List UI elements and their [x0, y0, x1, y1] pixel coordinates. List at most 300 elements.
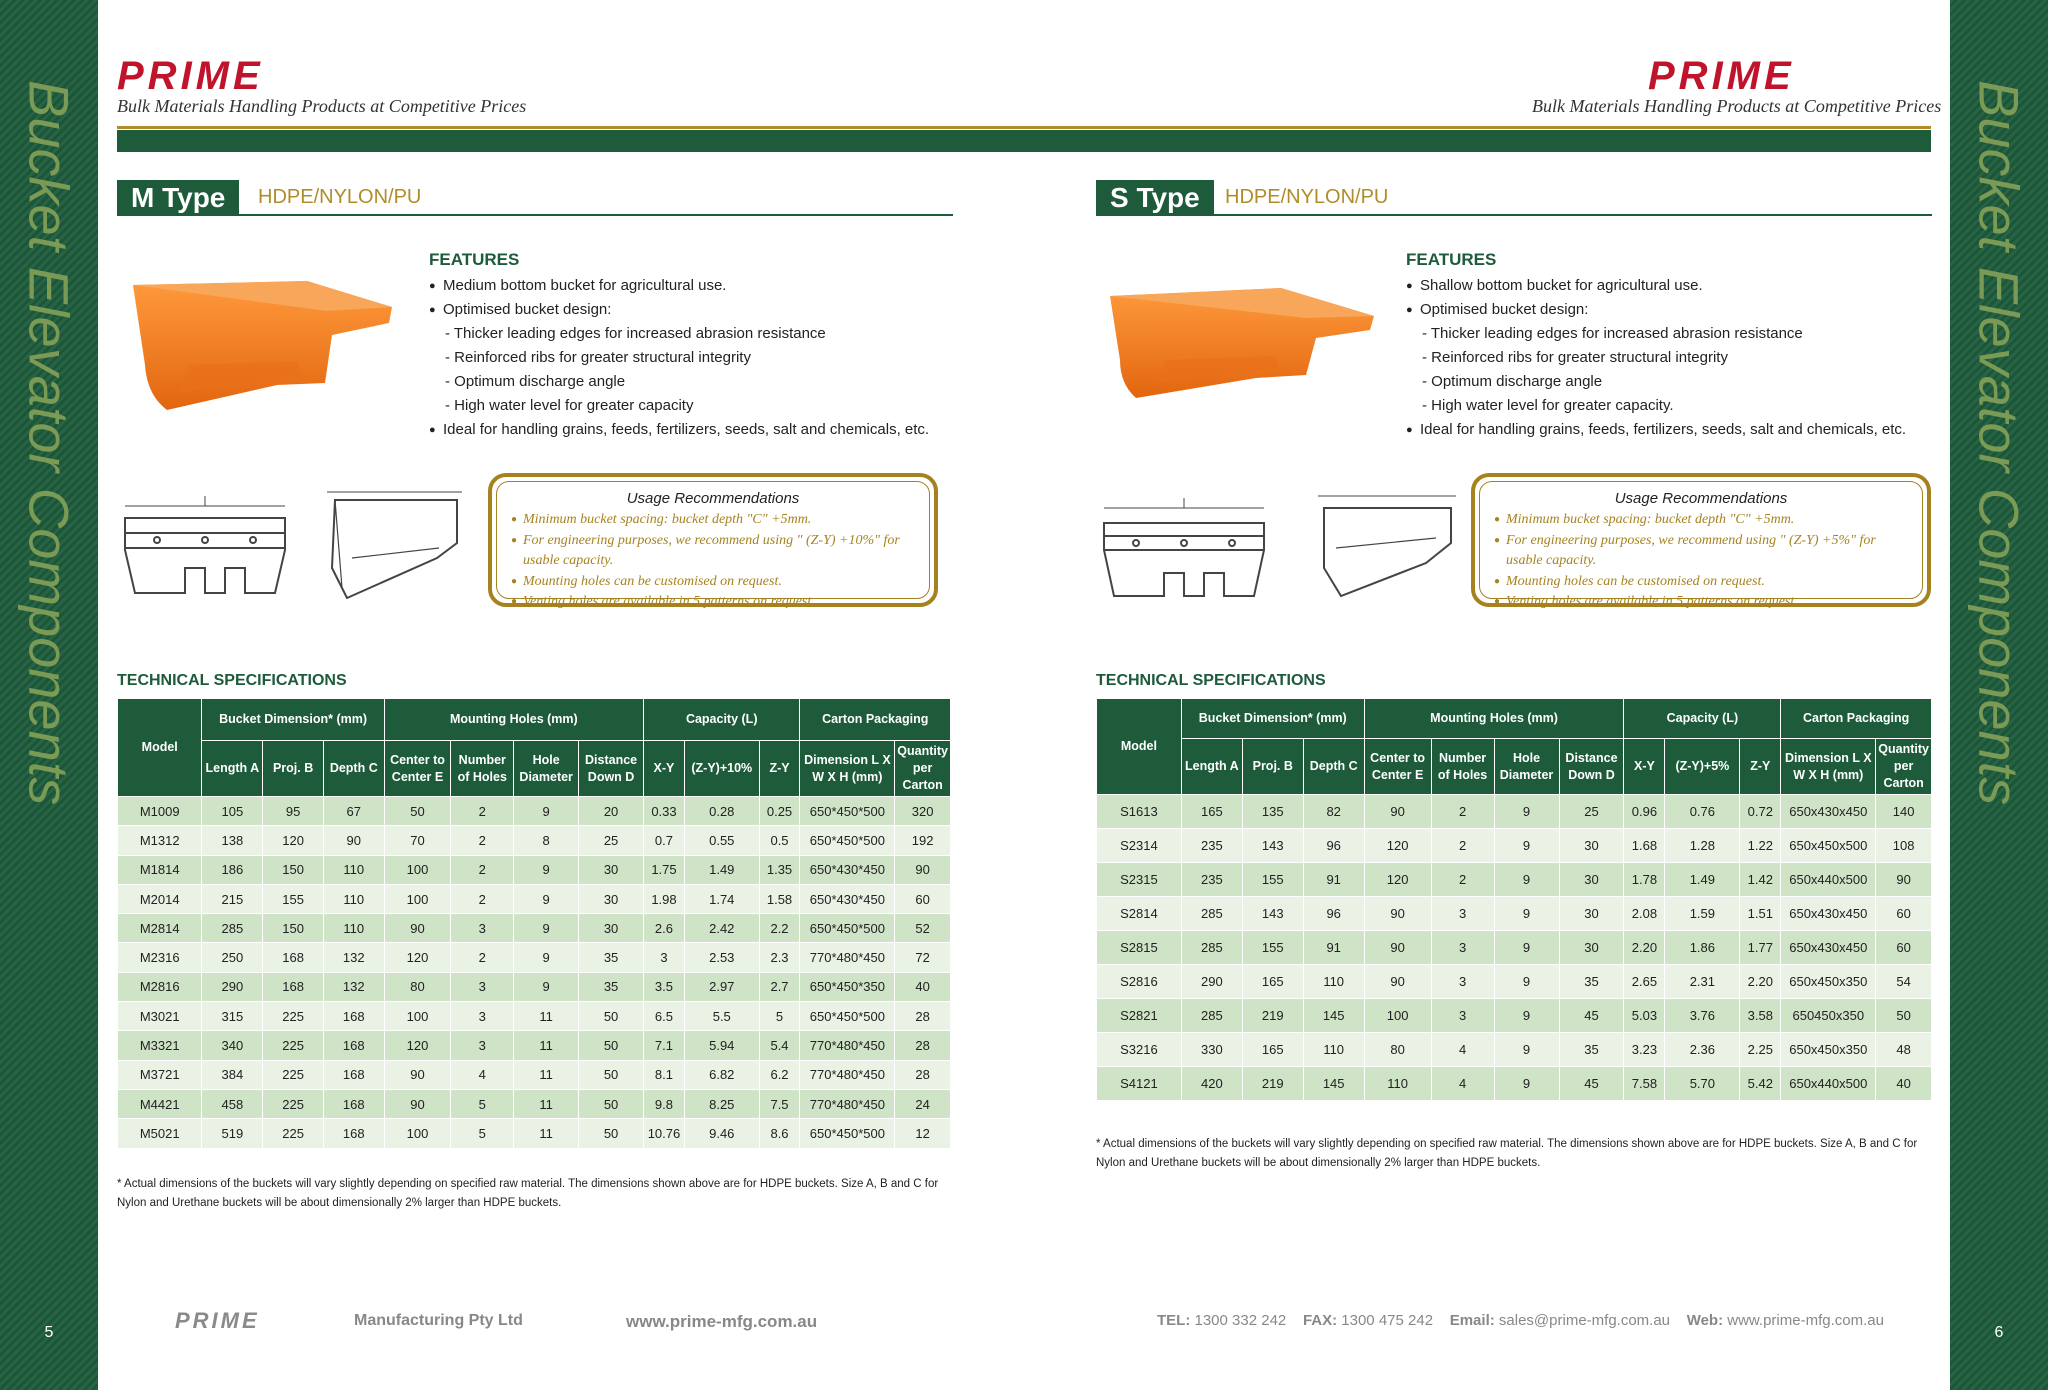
table-row — [118, 1002, 951, 1031]
table-cell: 50 — [579, 1031, 644, 1060]
table-cell: 54 — [1876, 965, 1932, 999]
table-cell: 40 — [895, 972, 951, 1001]
table-row — [1097, 1067, 1932, 1101]
table-cell: 9 — [514, 943, 579, 972]
spec-table-body — [118, 797, 951, 1149]
th-length: Length A — [1181, 739, 1242, 795]
table-cell: 2.53 — [684, 943, 759, 972]
table-cell: 285 — [1181, 931, 1242, 965]
table-cell: S2821 — [1097, 999, 1182, 1033]
table-cell: 1.42 — [1740, 863, 1781, 897]
table-cell: 9 — [1494, 1033, 1559, 1067]
footer-website[interactable]: www.prime-mfg.com.au — [626, 1312, 818, 1331]
table-cell: M1312 — [118, 826, 202, 855]
feature-item: - Thicker leading edges for increased abrasion resistance — [445, 325, 826, 342]
table-cell: 90 — [1876, 863, 1932, 897]
table-cell: 225 — [263, 1119, 324, 1148]
table-cell: S2314 — [1097, 829, 1182, 863]
table-cell: M4421 — [118, 1089, 202, 1118]
table-cell: 215 — [202, 884, 263, 913]
table-cell: 150 — [263, 855, 324, 884]
table-cell: 650x430x450 — [1781, 897, 1876, 931]
table-cell: 10.76 — [644, 1119, 685, 1148]
tagline: Bulk Materials Handling Products at Competitive Prices — [117, 96, 527, 116]
table-cell: 168 — [323, 1089, 384, 1118]
table-cell: 82 — [1303, 795, 1364, 829]
th-length: Length A — [202, 741, 263, 797]
page-number: 5 — [44, 1324, 54, 1341]
table-cell: 90 — [384, 914, 451, 943]
th-quantity: Quantity per Carton — [895, 741, 951, 797]
usage-list — [1494, 510, 1908, 613]
table-cell: 225 — [263, 1031, 324, 1060]
table-cell: 0.55 — [684, 826, 759, 855]
table-cell: S2816 — [1097, 965, 1182, 999]
th-hole-diameter: Hole Diameter — [514, 741, 579, 797]
table-row — [118, 943, 951, 972]
table-cell: 2.36 — [1665, 1033, 1740, 1067]
table-cell: 24 — [895, 1089, 951, 1118]
table-cell: 105 — [202, 797, 263, 826]
th-xy: X-Y — [1624, 739, 1665, 795]
table-cell: 110 — [1364, 1067, 1431, 1101]
table-cell: 0.76 — [1665, 795, 1740, 829]
table-cell: 60 — [1876, 897, 1932, 931]
right-side-band — [1950, 0, 2048, 1390]
table-cell: 5.5 — [684, 1002, 759, 1031]
table-row — [118, 1060, 951, 1089]
table-row — [118, 914, 951, 943]
table-cell: 9 — [1494, 863, 1559, 897]
table-cell: 132 — [323, 943, 384, 972]
table-cell: 40 — [1876, 1067, 1932, 1101]
table-cell: 2.25 — [1740, 1033, 1781, 1067]
table-cell: 165 — [1181, 795, 1242, 829]
th-bucket-dimension: Bucket Dimension* (mm) — [202, 699, 384, 741]
table-cell: 80 — [1364, 1033, 1431, 1067]
table-cell: 650*450*500 — [800, 826, 895, 855]
table-cell: 48 — [1876, 1033, 1932, 1067]
table-row — [1097, 829, 1932, 863]
table-cell: 7.1 — [644, 1031, 685, 1060]
table-cell: 28 — [895, 1060, 951, 1089]
th-model: Model — [1097, 699, 1182, 795]
table-cell: 100 — [384, 1119, 451, 1148]
tagline: Bulk Materials Handling Products at Competitive Prices — [1532, 96, 1942, 116]
table-cell: 110 — [323, 914, 384, 943]
table-cell: 2.2 — [759, 914, 800, 943]
header-band — [117, 130, 1931, 152]
table-cell: 50 — [579, 1002, 644, 1031]
type-heading — [117, 180, 953, 216]
features-list — [429, 274, 969, 442]
th-carton-packaging: Carton Packaging — [800, 699, 951, 741]
table-cell: 1.75 — [644, 855, 685, 884]
table-row — [118, 972, 951, 1001]
table-cell: 3 — [644, 943, 685, 972]
table-cell: 1.58 — [759, 884, 800, 913]
table-cell: 1.68 — [1624, 829, 1665, 863]
table-cell: 7.5 — [759, 1089, 800, 1118]
feature-item: ● Optimised bucket design: — [1406, 298, 1946, 322]
table-cell: 186 — [202, 855, 263, 884]
usage-title: Usage Recommendations — [1614, 490, 1788, 507]
table-cell: 30 — [579, 884, 644, 913]
th-mounting-holes: Mounting Holes (mm) — [384, 699, 643, 741]
table-cell: 30 — [1559, 829, 1624, 863]
table-cell: 90 — [323, 826, 384, 855]
features-title: FEATURES — [1406, 250, 1497, 269]
table-cell: 50 — [1876, 999, 1932, 1033]
table-cell: 650*430*450 — [800, 855, 895, 884]
spec-table — [1096, 698, 1932, 1101]
table-cell: 30 — [1559, 897, 1624, 931]
table-cell: 650x450x500 — [1781, 829, 1876, 863]
feature-item: - Reinforced ribs for greater structural integrity — [1422, 349, 1728, 366]
left-side-band — [0, 0, 98, 1390]
table-cell: 8 — [514, 826, 579, 855]
table-cell: 4 — [451, 1060, 514, 1089]
table-cell: 650x440x500 — [1781, 1067, 1876, 1101]
table-cell: 52 — [895, 914, 951, 943]
table-row — [1097, 897, 1932, 931]
th-bucket-dimension: Bucket Dimension* (mm) — [1181, 699, 1364, 739]
usage-item: ● Minimum bucket spacing: bucket depth "C" +5mm. — [1494, 510, 1908, 531]
table-cell: 0.5 — [759, 826, 800, 855]
feature-item: - Reinforced ribs for greater structural integrity — [445, 349, 751, 366]
table-cell: 140 — [1876, 795, 1932, 829]
table-cell: 650*450*500 — [800, 1002, 895, 1031]
table-cell: 20 — [579, 797, 644, 826]
table-cell: 143 — [1242, 897, 1303, 931]
usage-item: ● Minimum bucket spacing: bucket depth "C" +5mm. — [511, 510, 915, 531]
features — [429, 248, 969, 442]
feature-item: ● Ideal for handling grains, feeds, fertilizers, seeds, salt and chemicals, etc. — [1406, 418, 1946, 442]
prime-logo: PRIME — [1648, 54, 1795, 98]
usage-title: Usage Recommendations — [626, 490, 800, 507]
table-cell: 9 — [514, 972, 579, 1001]
spec-table-head — [1097, 699, 1932, 795]
table-cell: M2316 — [118, 943, 202, 972]
feature-item: - Thicker leading edges for increased abrasion resistance — [1422, 325, 1803, 342]
footer-company: Manufacturing Pty Ltd — [354, 1312, 523, 1329]
table-cell: 60 — [1876, 931, 1932, 965]
table-row — [1097, 795, 1932, 829]
table-cell: 3 — [1431, 999, 1494, 1033]
usage-item: ● Mounting holes can be customised on request. — [511, 572, 915, 593]
table-cell: 3.5 — [644, 972, 685, 1001]
table-cell: 225 — [263, 1089, 324, 1118]
table-cell: 100 — [384, 884, 451, 913]
table-cell: 30 — [1559, 931, 1624, 965]
th-distance: Distance Down D — [1559, 739, 1624, 795]
table-cell: 250 — [202, 943, 263, 972]
th-depth: Depth C — [323, 741, 384, 797]
header-row — [118, 741, 951, 797]
table-cell: 35 — [1559, 1033, 1624, 1067]
table-cell: 5.42 — [1740, 1067, 1781, 1101]
usage-item: ● Mounting holes can be customised on request. — [1494, 572, 1908, 593]
table-cell: 9.8 — [644, 1089, 685, 1118]
table-cell: 72 — [895, 943, 951, 972]
table-cell: 30 — [579, 855, 644, 884]
table-cell: 100 — [384, 1002, 451, 1031]
table-cell: 9 — [1494, 931, 1559, 965]
table-cell: 3 — [451, 1031, 514, 1060]
table-cell: 50 — [579, 1060, 644, 1089]
table-cell: 12 — [895, 1119, 951, 1148]
side-title: Bucket Elevator Components — [1967, 80, 2031, 806]
table-cell: 35 — [579, 943, 644, 972]
table-cell: 0.33 — [644, 797, 685, 826]
table-cell: 4 — [1431, 1033, 1494, 1067]
table-cell: 96 — [1303, 897, 1364, 931]
usage-list — [511, 510, 915, 613]
table-cell: 90 — [384, 1060, 451, 1089]
table-cell: 2 — [451, 826, 514, 855]
table-cell: 0.96 — [1624, 795, 1665, 829]
table-cell: 100 — [1364, 999, 1431, 1033]
table-cell: 9 — [1494, 1067, 1559, 1101]
spec-table-body — [1097, 795, 1932, 1101]
feature-item: - Optimum discharge angle — [1422, 373, 1603, 390]
table-cell: 110 — [323, 855, 384, 884]
table-cell: 9 — [1494, 795, 1559, 829]
table-cell: 8.6 — [759, 1119, 800, 1148]
table-cell: 770*480*450 — [800, 943, 895, 972]
usage-recommendations — [488, 473, 938, 607]
table-cell: 91 — [1303, 931, 1364, 965]
table-cell: 1.77 — [1740, 931, 1781, 965]
th-zy-percent: (Z-Y)+5% — [1665, 739, 1740, 795]
features-list — [1406, 274, 1946, 442]
table-cell: 219 — [1242, 999, 1303, 1033]
table-cell: 168 — [323, 1002, 384, 1031]
table-cell: 28 — [895, 1002, 951, 1031]
th-quantity: Quantity per Carton — [1876, 739, 1932, 795]
table-cell: 770*480*450 — [800, 1031, 895, 1060]
table-cell: 120 — [1364, 863, 1431, 897]
table-cell: 155 — [1242, 931, 1303, 965]
table-row — [118, 1089, 951, 1118]
features-title: FEATURES — [429, 250, 520, 269]
table-cell: M2816 — [118, 972, 202, 1001]
th-capacity: Capacity (L) — [644, 699, 800, 741]
spec-title: TECHNICAL SPECIFICATIONS — [1096, 672, 1326, 689]
table-cell: 290 — [202, 972, 263, 1001]
table-cell: 90 — [1364, 795, 1431, 829]
table-cell: 95 — [263, 797, 324, 826]
table-cell: 2 — [1431, 863, 1494, 897]
table-row — [1097, 965, 1932, 999]
th-hole-diameter: Hole Diameter — [1494, 739, 1559, 795]
table-cell: 11 — [514, 1002, 579, 1031]
table-cell: M5021 — [118, 1119, 202, 1148]
table-cell: 285 — [1181, 897, 1242, 931]
table-cell: 219 — [1242, 1067, 1303, 1101]
table-cell: 1.59 — [1665, 897, 1740, 931]
feature-item: ● Shallow bottom bucket for agricultural use. — [1406, 274, 1946, 298]
table-cell: 2 — [1431, 829, 1494, 863]
table-cell: 165 — [1242, 965, 1303, 999]
table-cell: 11 — [514, 1060, 579, 1089]
th-proj: Proj. B — [263, 741, 324, 797]
table-cell: 90 — [1364, 897, 1431, 931]
table-cell: 420 — [1181, 1067, 1242, 1101]
table-cell: 35 — [1559, 965, 1624, 999]
table-cell: 1.22 — [1740, 829, 1781, 863]
web-value[interactable]: www.prime-mfg.com.au — [1727, 1312, 1884, 1329]
table-cell: 168 — [323, 1119, 384, 1148]
table-cell: 5 — [759, 1002, 800, 1031]
table-cell: 650*450*500 — [800, 914, 895, 943]
table-cell: 165 — [1242, 1033, 1303, 1067]
table-cell: S2315 — [1097, 863, 1182, 897]
table-cell: 2.6 — [644, 914, 685, 943]
header-rule — [117, 126, 1931, 129]
table-cell: 650*450*350 — [800, 972, 895, 1001]
th-carton-packaging: Carton Packaging — [1781, 699, 1932, 739]
table-cell: 3 — [451, 972, 514, 1001]
type-title: S Type — [1096, 180, 1214, 214]
table-cell: 3 — [451, 1002, 514, 1031]
tel-label: TEL: — [1157, 1312, 1191, 1329]
table-cell: 6.5 — [644, 1002, 685, 1031]
table-cell: 3.58 — [1740, 999, 1781, 1033]
table-cell: M2814 — [118, 914, 202, 943]
table-cell: 155 — [263, 884, 324, 913]
th-zy: Z-Y — [1740, 739, 1781, 795]
table-cell: S4121 — [1097, 1067, 1182, 1101]
table-cell: 91 — [1303, 863, 1364, 897]
table-cell: 1.49 — [684, 855, 759, 884]
table-cell: 384 — [202, 1060, 263, 1089]
footer-brand: PRIME — [175, 1308, 260, 1333]
table-cell: 285 — [202, 914, 263, 943]
table-cell: 330 — [1181, 1033, 1242, 1067]
type-heading — [1096, 180, 1932, 216]
feature-item: ● Ideal for handling grains, feeds, fertilizers, seeds, salt and chemicals, etc. — [429, 418, 969, 442]
table-cell: 2.31 — [1665, 965, 1740, 999]
table-row — [118, 1031, 951, 1060]
table-cell: 90 — [384, 1089, 451, 1118]
table-cell: 50 — [384, 797, 451, 826]
th-number: Number of Holes — [1431, 739, 1494, 795]
table-cell: 168 — [323, 1060, 384, 1089]
table-cell: 9.46 — [684, 1119, 759, 1148]
th-zy-percent: (Z-Y)+10% — [684, 741, 759, 797]
table-cell: 519 — [202, 1119, 263, 1148]
table-row — [1097, 931, 1932, 965]
table-cell: 650x450x350 — [1781, 965, 1876, 999]
table-cell: 9 — [1494, 897, 1559, 931]
table-cell: 2.20 — [1624, 931, 1665, 965]
table-cell: 120 — [384, 1031, 451, 1060]
feature-item: ● Medium bottom bucket for agricultural use. — [429, 274, 969, 298]
spec-table — [117, 698, 951, 1149]
th-number: Number of Holes — [451, 741, 514, 797]
table-cell: M3321 — [118, 1031, 202, 1060]
fax-value: 1300 475 242 — [1341, 1312, 1434, 1329]
table-cell: 3 — [1431, 931, 1494, 965]
bucket-image — [127, 275, 397, 425]
table-cell: 9 — [1494, 999, 1559, 1033]
table-cell: M1814 — [118, 855, 202, 884]
table-cell: 6.82 — [684, 1060, 759, 1089]
spec-table-head — [118, 699, 951, 797]
feature-item: - Optimum discharge angle — [445, 373, 626, 390]
table-cell: 290 — [1181, 965, 1242, 999]
table-cell: 11 — [514, 1119, 579, 1148]
table-cell: 1.86 — [1665, 931, 1740, 965]
table-cell: S2814 — [1097, 897, 1182, 931]
table-cell: 9 — [514, 855, 579, 884]
table-cell: 2.20 — [1740, 965, 1781, 999]
table-cell: S1613 — [1097, 795, 1182, 829]
table-cell: 11 — [514, 1031, 579, 1060]
type-material: HDPE/NYLON/PU — [258, 186, 422, 208]
page-number: 6 — [1994, 1324, 2004, 1341]
type-material: HDPE/NYLON/PU — [1225, 186, 1389, 208]
header-row — [1097, 699, 1932, 739]
footer-logo — [175, 1308, 260, 1334]
email-value[interactable]: sales@prime-mfg.com.au — [1498, 1312, 1671, 1329]
table-cell: 1.49 — [1665, 863, 1740, 897]
table-cell: 168 — [263, 972, 324, 1001]
usage-item: ● For engineering purposes, we recommend using " (Z-Y) +5%" for usable capacity. — [1494, 531, 1908, 572]
table-cell: 138 — [202, 826, 263, 855]
table-row — [118, 855, 951, 884]
table-cell: 5.94 — [684, 1031, 759, 1060]
table-cell: 770*480*450 — [800, 1060, 895, 1089]
table-row — [118, 826, 951, 855]
table-cell: 90 — [1364, 965, 1431, 999]
table-cell: 0.7 — [644, 826, 685, 855]
spec-title: TECHNICAL SPECIFICATIONS — [117, 672, 347, 689]
table-row — [118, 797, 951, 826]
table-cell: 2 — [1431, 795, 1494, 829]
table-cell: 650*450*500 — [800, 1119, 895, 1148]
table-cell: 168 — [323, 1031, 384, 1060]
bucket-drawing — [117, 488, 487, 618]
table-cell: 192 — [895, 826, 951, 855]
footer-contacts — [1157, 1312, 1884, 1329]
th-center: Center to Center E — [384, 741, 451, 797]
features — [1406, 248, 1946, 442]
table-cell: 9 — [514, 797, 579, 826]
table-cell: 225 — [263, 1060, 324, 1089]
table-cell: S2815 — [1097, 931, 1182, 965]
table-cell: 120 — [263, 826, 324, 855]
table-cell: 1.51 — [1740, 897, 1781, 931]
table-cell: 2.65 — [1624, 965, 1665, 999]
table-cell: M1009 — [118, 797, 202, 826]
table-cell: 50 — [579, 1089, 644, 1118]
table-row — [1097, 863, 1932, 897]
type-title: M Type — [117, 180, 239, 214]
table-cell: 4 — [1431, 1067, 1494, 1101]
table-cell: 340 — [202, 1031, 263, 1060]
table-cell: 5.70 — [1665, 1067, 1740, 1101]
table-cell: 150 — [263, 914, 324, 943]
table-cell: 235 — [1181, 829, 1242, 863]
table-cell: 135 — [1242, 795, 1303, 829]
feature-item: - High water level for greater capacity. — [1422, 397, 1674, 414]
th-center: Center to Center E — [1364, 739, 1431, 795]
feature-item: - High water level for greater capacity — [445, 397, 694, 414]
table-cell: 5.03 — [1624, 999, 1665, 1033]
th-distance: Distance Down D — [579, 741, 644, 797]
